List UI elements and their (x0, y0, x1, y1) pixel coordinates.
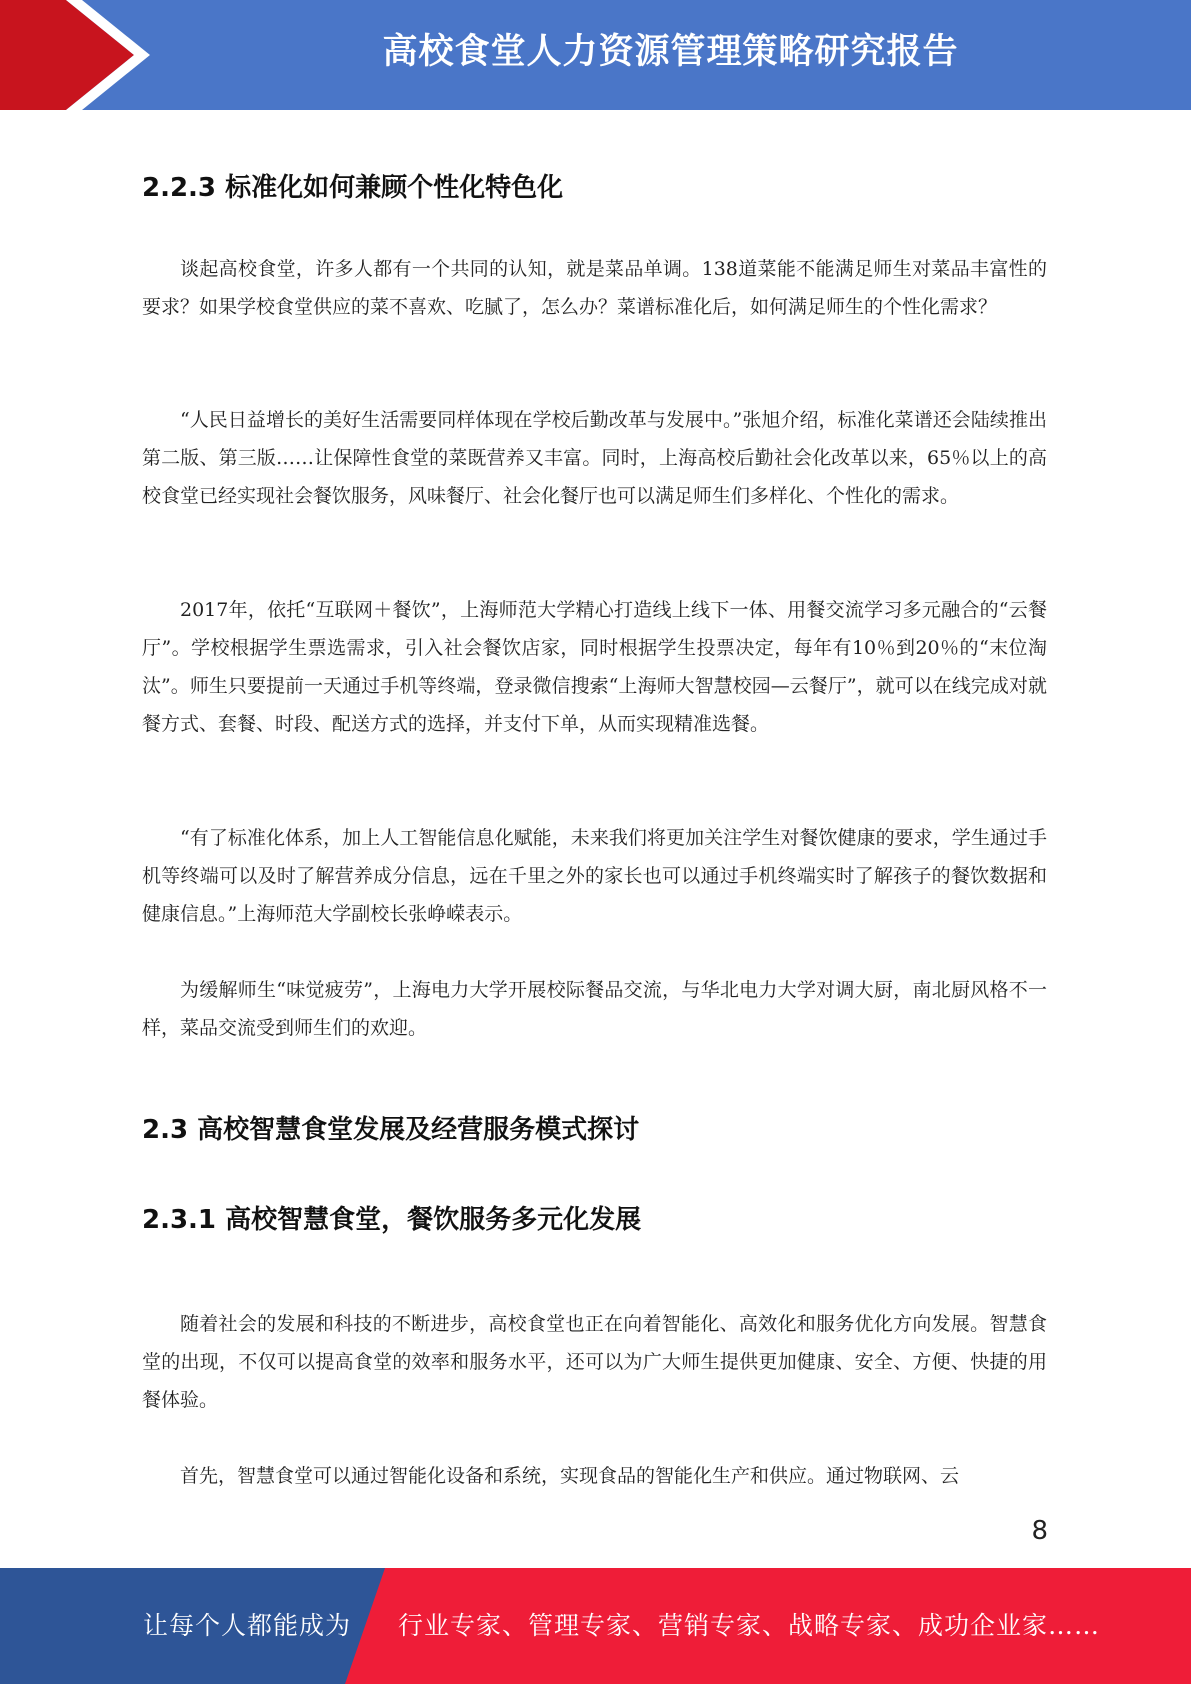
page-header (0, 0, 1191, 110)
paragraph: 为缓解师生“味觉疲劳”，上海电力大学开展校际餐品交流，与华北电力大学对调大厨，南北厨风格不一样，菜品交流受到师生们的欢迎。 (142, 979, 1047, 1039)
paragraph: 首先，智慧食堂可以通过智能化设备和系统，实现食品的智能化生产和供应。通过物联网、云 (180, 1465, 960, 1487)
section-heading-2-3-1: 2.3.1 高校智慧食堂，餐饮服务多元化发展 (142, 1205, 642, 1235)
page-number: 8 (1031, 1516, 1048, 1546)
footer-slogan-left: 让每个人都能成为 (143, 1611, 352, 1640)
paragraph: 随着社会的发展和科技的不断进步，高校食堂也正在向着智能化、高效化和服务优化方向发展。智慧食堂的出现，不仅可以提高食堂的效率和服务水平，还可以为广大师生提供更加健康、安全、方便、快捷的用餐体验。 (142, 1313, 1047, 1411)
section-heading-2-2-3: 2.2.3 标准化如何兼顾个性化特色化 (142, 173, 564, 203)
paragraph: 谈起高校食堂，许多人都有一个共同的认知，就是菜品单调。138道菜能不能满足师生对菜品丰富性的要求？如果学校食堂供应的菜不喜欢、吃腻了，怎么办？菜谱标准化后，如何满足师生的个性化需求？ (142, 258, 1047, 318)
paragraph: “有了标准化体系，加上人工智能信息化赋能，未来我们将更加关注学生对餐饮健康的要求，学生通过手机等终端可以及时了解营养成分信息，远在千里之外的家长也可以通过手机终端实时了解孩子的餐饮数据和健康信息。”上海师范大学副校长张峥嵘表示。 (142, 827, 1047, 925)
section-heading-2-3: 2.3 高校智慧食堂发展及经营服务模式探讨 (142, 1115, 640, 1145)
paragraph: 2017年，依托“互联网＋餐饮”，上海师范大学精心打造线上线下一体、用餐交流学习多元融合的“云餐厅”。学校根据学生票选需求，引入社会餐饮店家，同时根据学生投票决定，每年有10％到20％的“末位淘汰”。师生只要提前一天通过手机等终端，登录微信搜索“上海师大智慧校园—云餐厅”，就可以在线完成对就餐方式、套餐、时段、配送方式的选择，并支付下单，从而实现精准选餐。 (142, 599, 1047, 735)
report-title: 高校食堂人力资源管理策略研究报告 (382, 32, 959, 72)
paragraph: “人民日益增长的美好生活需要同样体现在学校后勤改革与发展中。”张旭介绍，标准化菜谱还会陆续推出第二版、第三版……让保障性食堂的菜既营养又丰富。同时，上海高校后勤社会化改革以来，65％以上的高校食堂已经实现社会餐饮服务，风味餐厅、社会化餐厅也可以满足师生们多样化、个性化的需求。 (142, 409, 1047, 507)
page-footer (0, 1568, 1191, 1684)
chevron-arrow-icon (0, 0, 160, 110)
footer-slogan-right: 行业专家、管理专家、营销专家、战略专家、成功企业家…… (398, 1611, 1101, 1640)
